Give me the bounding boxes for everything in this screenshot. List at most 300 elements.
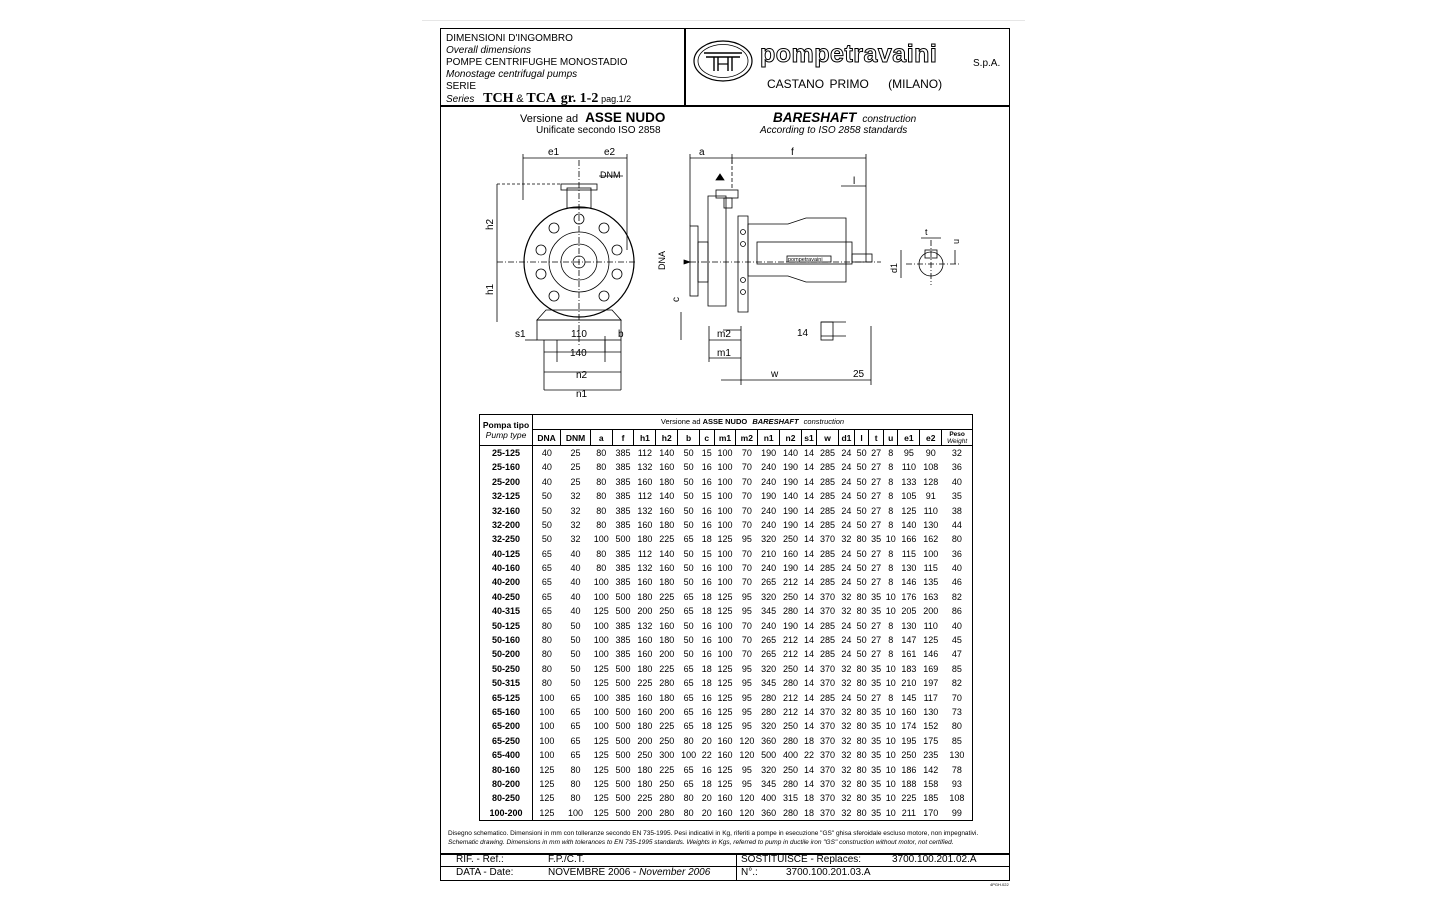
table-cell: 160 — [659, 462, 675, 473]
table-cell: 32 — [841, 735, 852, 746]
table-cell: 370 — [817, 806, 839, 821]
table-cell: 80 — [856, 735, 867, 746]
table-cell: 180 — [637, 663, 653, 674]
table-cell: 35 — [871, 707, 882, 717]
dim-label-l: l — [853, 176, 856, 187]
table-cell: 240 — [761, 476, 777, 487]
footer-divider — [736, 853, 737, 880]
footer-mid-rule — [441, 866, 1009, 867]
table-cell: 27 — [871, 649, 882, 660]
pump-type-cell: 65-125 — [480, 690, 533, 704]
table-cell: 32 — [841, 707, 852, 717]
table-cell: 128 — [923, 476, 939, 487]
dim-label-b: b — [618, 329, 624, 340]
table-cell: 80 — [856, 663, 867, 674]
table-cell: 95 — [741, 692, 752, 703]
table-cell: 50 — [856, 649, 867, 660]
table-cell: 117 — [923, 692, 938, 703]
table-cell: 8 — [888, 491, 894, 502]
table-cell: 38 — [942, 503, 973, 517]
dim-label-n2: n2 — [576, 370, 588, 381]
table-cell: 180 — [637, 778, 653, 789]
table-cell: 14 — [804, 591, 815, 602]
table-cell: 80 — [683, 735, 694, 746]
pump-type-cell: 65-160 — [480, 705, 533, 719]
table-cell: 35 — [871, 750, 882, 761]
table-cell: 112 — [637, 491, 653, 502]
table-cell: 65 — [570, 707, 581, 717]
type-header — [480, 415, 533, 446]
table-cell: 100 — [561, 806, 591, 821]
table-cell: 8 — [888, 476, 894, 487]
weight-header-it: Peso — [949, 430, 965, 438]
pump-type-cell: 50-160 — [480, 633, 533, 647]
table-cell: 105 — [901, 491, 917, 502]
column-header: m1 — [714, 430, 736, 445]
table-cell: 8 — [888, 649, 894, 660]
note-en: Schematic drawing. Dimensions in mm with tolerances to EN 735-1995 standards. Weights in Kgs, referred to pump in ductile iron "GS" construction without motor, not certified. — [448, 839, 954, 846]
pump-type-cell: 32-200 — [480, 518, 533, 532]
table-cell: 10 — [885, 793, 896, 804]
table-cell: 110 — [923, 505, 938, 516]
table-cell: 65 — [533, 604, 561, 618]
table-cell: 46 — [942, 575, 973, 589]
table-cell: 125 — [717, 707, 733, 717]
table-cell: 80 — [596, 548, 607, 559]
table-cell: 140 — [783, 491, 799, 502]
table-cell: 183 — [901, 663, 917, 674]
table-cell: 240 — [761, 462, 777, 473]
table-row — [480, 532, 973, 546]
table-cell: 500 — [615, 793, 631, 804]
table-cell: 160 — [637, 635, 653, 646]
table-cell: 90 — [925, 447, 936, 458]
table-cell: 24 — [841, 447, 852, 458]
table-row — [480, 806, 973, 821]
table-cell: 160 — [901, 707, 917, 717]
table-cell: 65 — [533, 575, 561, 589]
table-cell: 385 — [615, 447, 631, 458]
table-row — [480, 618, 973, 632]
subtitle-en: Monostage centrifugal pumps — [446, 69, 578, 80]
table-cell: 65 — [683, 678, 694, 689]
table-cell: 370 — [820, 778, 836, 789]
table-cell: 32 — [841, 764, 852, 775]
table-cell: 100 — [717, 491, 733, 502]
table-cell: 158 — [923, 778, 939, 789]
table-cell: 130 — [901, 563, 917, 574]
table-cell: 360 — [758, 806, 780, 821]
table-cell: 50 — [856, 692, 867, 703]
front-view — [497, 154, 637, 390]
table-cell: 180 — [637, 534, 653, 545]
table-cell: 115 — [901, 548, 917, 559]
column-header: f — [612, 430, 634, 445]
table-cell: 80 — [856, 793, 867, 804]
table-cell: 27 — [871, 692, 882, 703]
table-cell: 370 — [820, 663, 836, 674]
table-cell: 18 — [701, 678, 712, 689]
footer-date-label: DATA - Date: — [456, 867, 514, 878]
table-cell: 27 — [871, 563, 882, 574]
table-cell: 500 — [615, 606, 631, 617]
table-row — [480, 489, 973, 503]
table-cell: 345 — [761, 606, 777, 617]
table-cell: 200 — [659, 707, 675, 717]
table-cell: 125 — [593, 778, 609, 789]
table-cell: 35 — [942, 489, 973, 503]
table-cell: 50 — [856, 476, 867, 487]
table-cell: 100 — [717, 505, 733, 516]
table-cell: 80 — [596, 505, 607, 516]
table-cell: 160 — [637, 476, 653, 487]
table-cell: 14 — [804, 707, 815, 717]
table-row — [480, 503, 973, 517]
table-cell: 280 — [656, 806, 678, 821]
table-cell: 100 — [717, 462, 733, 473]
table-cell: 385 — [615, 563, 631, 574]
table-cell: 125 — [533, 762, 561, 776]
table-cell: 65 — [683, 692, 694, 703]
table-cell: 370 — [820, 534, 836, 545]
pump-type-cell: 65-200 — [480, 719, 533, 733]
table-cell: 70 — [741, 462, 752, 473]
table-cell: 370 — [820, 750, 836, 761]
table-cell: 65 — [683, 707, 694, 717]
table-cell: 8 — [888, 462, 894, 473]
table-cell: 250 — [659, 606, 675, 617]
table-cell: 80 — [856, 721, 867, 732]
dim-label-dna: DNA — [657, 250, 667, 270]
table-cell: 50 — [856, 505, 867, 516]
table-cell: 27 — [871, 462, 882, 473]
table-cell: 80 — [533, 633, 561, 647]
table-cell: 80 — [570, 778, 581, 789]
footer-ref — [456, 854, 504, 865]
table-cell: 25 — [570, 476, 581, 487]
table-caption-suffix: construction — [803, 417, 845, 427]
table-cell: 80 — [856, 606, 867, 617]
table-cell: 70 — [741, 519, 752, 530]
table-cell: 16 — [701, 476, 712, 487]
table-cell: 24 — [841, 649, 852, 660]
table-cell: 265 — [761, 635, 777, 646]
table-cell: 212 — [783, 635, 799, 646]
nameplate-text: pompetravaini — [788, 257, 823, 263]
table-cell: 160 — [637, 707, 653, 717]
table-cell: 16 — [701, 563, 712, 574]
table-cell: 50 — [856, 491, 867, 502]
table-cell: 125 — [717, 778, 733, 789]
table-cell: 82 — [942, 590, 973, 604]
table-cell: 85 — [942, 662, 973, 676]
table-cell: 240 — [761, 505, 777, 516]
table-row — [480, 719, 973, 733]
dim-label-140: 140 — [570, 348, 587, 359]
table-cell: 16 — [701, 635, 712, 646]
dim-label-m1: m1 — [717, 348, 731, 359]
table-cell: 35 — [871, 663, 882, 674]
table-cell: 225 — [659, 534, 675, 545]
table-cell: 280 — [783, 778, 799, 789]
table-cell: 100 — [533, 690, 561, 704]
table-cell: 80 — [856, 764, 867, 775]
table-cell: 125 — [533, 791, 561, 805]
table-row — [480, 475, 973, 489]
subtitle-it: POMPE CENTRIFUGHE MONOSTADIO — [446, 57, 628, 68]
footer-number-label: N°.: — [741, 867, 758, 878]
table-cell: 32 — [841, 591, 852, 602]
table-cell: 370 — [820, 735, 836, 746]
table-cell: 315 — [783, 793, 799, 804]
table-cell: 35 — [871, 591, 882, 602]
table-cell: 65 — [570, 735, 581, 746]
dim-label-14: 14 — [797, 328, 809, 339]
table-cell: 130 — [942, 748, 973, 762]
table-cell: 120 — [739, 750, 755, 761]
table-cell: 10 — [883, 806, 898, 821]
version-standard-en: According to ISO 2858 standards — [760, 125, 908, 136]
table-cell: 125 — [593, 606, 609, 617]
table-cell: 190 — [783, 519, 799, 530]
shaft-end-detail — [901, 238, 961, 285]
column-header: w — [817, 430, 839, 445]
table-cell: 240 — [761, 620, 777, 631]
table-cell: 132 — [637, 505, 653, 516]
table-cell: 100 — [717, 635, 733, 646]
table-cell: 212 — [783, 649, 799, 660]
table-cell: 15 — [701, 548, 712, 559]
version-standard-it: Unificate secondo ISO 2858 — [536, 125, 661, 136]
table-cell: 95 — [903, 447, 914, 458]
footer-date-it: NOVEMBRE 2006 - — [548, 867, 637, 878]
table-cell: 500 — [615, 678, 631, 689]
table-cell: 180 — [637, 764, 653, 775]
table-cell: 100 — [533, 719, 561, 733]
table-cell: 95 — [741, 606, 752, 617]
table-cell: 8 — [888, 548, 894, 559]
table-cell: 40 — [533, 475, 561, 489]
table-cell: 50 — [856, 620, 867, 631]
table-cell: 370 — [820, 591, 836, 602]
table-cell: 108 — [942, 791, 973, 805]
table-cell: 250 — [659, 735, 675, 746]
table-cell: 147 — [901, 635, 917, 646]
table-cell: 40 — [570, 606, 581, 617]
table-cell: 32 — [570, 534, 581, 545]
table-cell: 200 — [637, 735, 653, 746]
table-cell: 210 — [761, 548, 777, 559]
table-cell: 8 — [888, 635, 894, 646]
table-cell: 200 — [634, 806, 656, 821]
pump-type-cell: 50-125 — [480, 618, 533, 632]
table-cell: 40 — [942, 561, 973, 575]
table-cell: 10 — [885, 534, 896, 545]
table-cell: 70 — [741, 447, 752, 458]
table-cell: 18 — [701, 606, 712, 617]
table-cell: 10 — [885, 606, 896, 617]
table-cell: 125 — [717, 663, 733, 674]
table-cell: 50 — [683, 548, 694, 559]
table-cell: 500 — [615, 750, 631, 761]
company-address — [767, 77, 942, 91]
pump-type-cell: 80-200 — [480, 777, 533, 791]
table-cell: 65 — [683, 534, 694, 545]
table-cell: 110 — [923, 620, 938, 631]
table-cell: 8 — [888, 563, 894, 574]
table-cell: 65 — [570, 692, 581, 703]
table-row — [480, 791, 973, 805]
table-row — [480, 647, 973, 661]
table-cell: 8 — [888, 447, 894, 458]
table-cell: 65 — [683, 606, 694, 617]
table-cell: 160 — [637, 577, 653, 588]
table-cell: 385 — [615, 692, 631, 703]
table-cell: 125 — [593, 735, 609, 746]
table-cell: 8 — [888, 577, 894, 588]
table-cell: 32 — [841, 750, 852, 761]
table-cell: 50 — [533, 518, 561, 532]
table-cell: 265 — [761, 649, 777, 660]
table-row — [480, 705, 973, 719]
table-cell: 50 — [533, 503, 561, 517]
dimensions-table-wrap — [479, 414, 973, 821]
table-cell: 27 — [871, 476, 882, 487]
table-cell: 8 — [888, 620, 894, 631]
table-cell: 370 — [820, 678, 836, 689]
table-cell: 130 — [923, 519, 939, 530]
table-cell: 160 — [659, 505, 675, 516]
table-cell: 152 — [923, 721, 939, 732]
side-view — [681, 154, 881, 385]
table-cell: 385 — [615, 620, 631, 631]
table-cell: 370 — [820, 793, 836, 804]
table-cell: 100 — [717, 620, 733, 631]
dim-label-h1: h1 — [485, 283, 496, 295]
series-line — [446, 93, 686, 106]
pump-type-cell: 40-250 — [480, 590, 533, 604]
dim-label-n1: n1 — [576, 389, 588, 400]
table-cell: 160 — [717, 735, 733, 746]
table-cell: 100 — [533, 705, 561, 719]
table-cell: 125 — [901, 505, 917, 516]
footer-ref-value: F.P./C.T. — [548, 854, 585, 865]
footer-replaces-value: 3700.100.201.02.A — [892, 854, 977, 865]
table-row — [480, 518, 973, 532]
table-cell: 95 — [741, 707, 752, 717]
table-cell: 320 — [761, 663, 777, 674]
table-cell: 125 — [593, 750, 609, 761]
table-cell: 130 — [901, 620, 917, 631]
weight-header — [942, 430, 973, 445]
table-cell: 50 — [533, 489, 561, 503]
table-cell: 140 — [659, 447, 675, 458]
table-cell: 14 — [804, 620, 815, 631]
table-cell: 112 — [637, 548, 653, 559]
table-cell: 370 — [820, 606, 836, 617]
table-cell: 500 — [615, 707, 631, 717]
table-cell: 100 — [717, 548, 733, 559]
table-cell: 162 — [923, 534, 939, 545]
table-cell: 27 — [871, 491, 882, 502]
table-cell: 50 — [570, 635, 581, 646]
table-cell: 160 — [637, 692, 653, 703]
table-cell: 225 — [637, 678, 653, 689]
table-cell: 32 — [942, 445, 973, 460]
table-cell: 190 — [783, 563, 799, 574]
table-cell: 180 — [659, 519, 675, 530]
table-cell: 400 — [761, 793, 777, 804]
table-caption-prefix: Versione ad — [660, 417, 701, 427]
table-cell: 40 — [570, 548, 581, 559]
column-header: n2 — [780, 430, 802, 445]
table-cell: 32 — [570, 519, 581, 530]
table-cell: 14 — [804, 462, 815, 473]
table-cell: 82 — [942, 676, 973, 690]
table-cell: 320 — [761, 721, 777, 732]
table-row — [480, 734, 973, 748]
table-cell: 190 — [761, 491, 777, 502]
table-cell: 50 — [533, 532, 561, 546]
table-cell: 100 — [593, 635, 609, 646]
table-cell: 235 — [923, 750, 939, 761]
table-cell: 70 — [741, 505, 752, 516]
type-header-en: Pump type — [485, 429, 527, 440]
table-cell: 95 — [741, 678, 752, 689]
pump-type-cell: 40-200 — [480, 575, 533, 589]
table-row — [480, 777, 973, 791]
table-body — [480, 445, 973, 820]
table-cell: 24 — [841, 505, 852, 516]
table-row — [480, 662, 973, 676]
column-header: u — [883, 430, 898, 445]
table-cell: 14 — [804, 577, 815, 588]
table-cell: 280 — [659, 793, 675, 804]
table-cell: 385 — [615, 577, 631, 588]
table-cell: 65 — [570, 750, 581, 761]
table-cell: 25 — [570, 447, 581, 458]
table-cell: 180 — [637, 721, 653, 732]
table-cell: 50 — [683, 620, 694, 631]
table-cell: 186 — [901, 764, 917, 775]
type-header-it: Pompa tipo — [482, 419, 530, 430]
table-cell: 50 — [683, 577, 694, 588]
series-label-en: Series — [446, 94, 475, 105]
drawing-notes — [448, 829, 1003, 847]
table-cell: 24 — [841, 692, 852, 703]
table-cell: 133 — [901, 476, 917, 487]
table-cell: 285 — [820, 548, 836, 559]
table-cell: 212 — [783, 707, 799, 717]
pump-type-cell: 50-315 — [480, 676, 533, 690]
table-cell: 18 — [801, 806, 816, 821]
table-cell: 24 — [841, 519, 852, 530]
version-suffix-en: construction — [862, 114, 917, 125]
table-cell: 40 — [570, 577, 581, 588]
table-cell: 18 — [701, 721, 712, 732]
table-cell: 24 — [841, 563, 852, 574]
table-cell: 385 — [615, 476, 631, 487]
table-cell: 27 — [871, 505, 882, 516]
table-cell: 285 — [820, 447, 836, 458]
table-cell: 190 — [783, 462, 799, 473]
table-cell: 250 — [783, 591, 799, 602]
table-cell: 10 — [885, 678, 896, 689]
table-cell: 250 — [783, 663, 799, 674]
column-header: DNM — [561, 430, 591, 445]
table-cell: 80 — [596, 476, 607, 487]
table-cell: 91 — [925, 491, 936, 502]
